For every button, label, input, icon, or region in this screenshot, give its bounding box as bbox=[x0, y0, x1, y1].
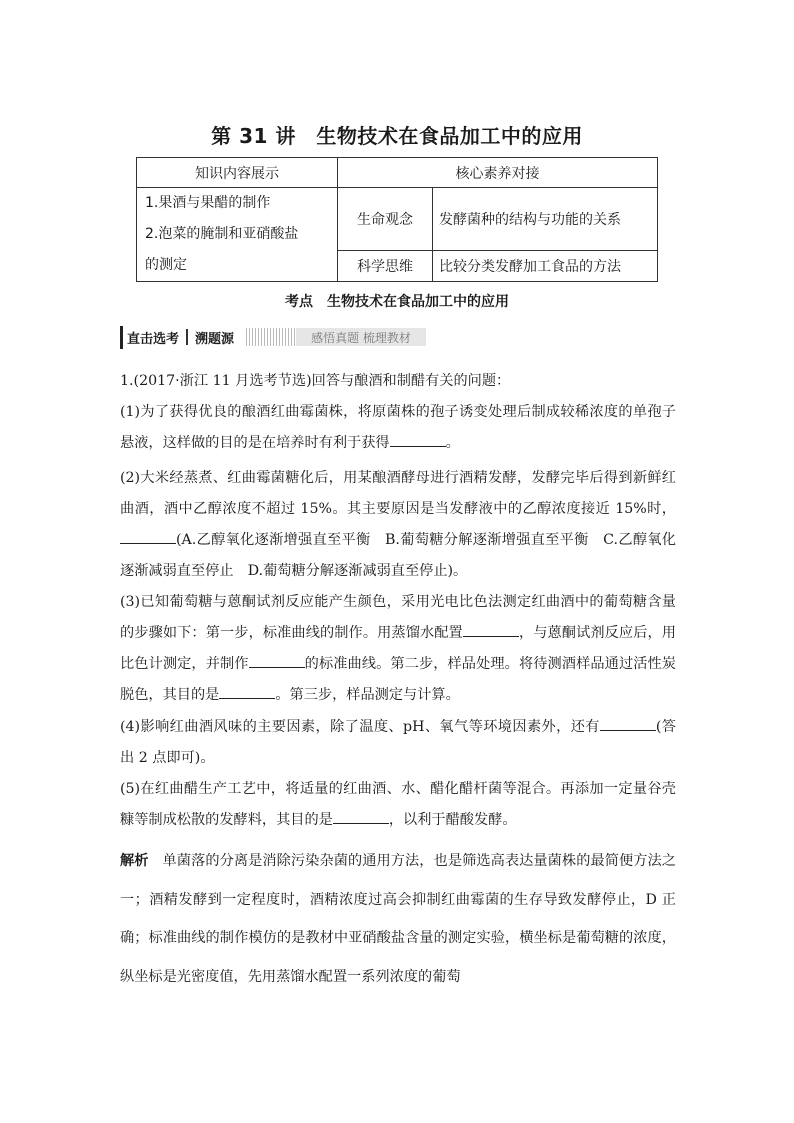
banner-divider bbox=[186, 329, 188, 345]
question-part-1: (1)为了获得优良的酿酒红曲霉菌株，将原菌株的孢子诱变处理后制成较稀浓度的单孢子悬液，这样做的目的是在培养时有利于获得 。 bbox=[120, 404, 676, 451]
literacy-category: 生命观念 bbox=[338, 188, 433, 251]
table-header-row bbox=[137, 158, 658, 188]
analysis-label: 解析 bbox=[120, 853, 149, 869]
question-intro: 1.(2017·浙江 11 月选考节选)回答与酿酒和制醋有关的问题： bbox=[120, 373, 511, 389]
table-header-literacy: 核心素养对接 bbox=[338, 158, 658, 188]
literacy-content: 比较分类发酵加工食品的方法 bbox=[433, 251, 658, 282]
section-banner bbox=[120, 326, 426, 348]
knowledge-item: 的测定 bbox=[145, 257, 187, 273]
section-subtitle: 考点 生物技术在食品加工中的应用 bbox=[285, 294, 509, 310]
knowledge-item: 1.果酒与果醋的制作 bbox=[145, 195, 271, 211]
answer-blank bbox=[463, 622, 519, 637]
question-part-3: (3)已知葡萄糖与蒽酮试剂反应能产生颜色，采用光电比色法测定红曲酒中的葡萄糖含量的步骤如下：第一步，标准曲线的制作。用蒸馏水配置 ，与蒽酮试剂反应后，用比色计测定，并制作 的标准曲线。第二步，样品处理。将待测酒样品通过活性炭脱色，其目的是 。第三步，样品测定与计算。 bbox=[120, 594, 676, 703]
analysis-paragraph bbox=[120, 842, 676, 997]
banner-label-primary: 直击选考 bbox=[120, 326, 183, 349]
knowledge-item: 2.泡菜的腌制和亚硝酸盐 bbox=[145, 226, 299, 242]
literacy-content: 发酵菌种的结构与功能的关系 bbox=[433, 188, 658, 251]
answer-blank bbox=[120, 529, 176, 544]
question-part-2: (2)大米经蒸煮、红曲霉菌糖化后，用某酿酒酵母进行酒精发酵，发酵完毕后得到新鲜红曲酒，酒中乙醇浓度不超过 15%。其主要原因是当发酵液中的乙醇浓度接近 15%时，(A.乙醇氧化逐渐增强直至平衡 B.葡萄糖分解逐渐增强直至平衡 C.乙醇氧化逐渐减弱直至停止 D.葡萄糖分解逐渐减弱直至停止)。 bbox=[120, 470, 676, 579]
answer-blank bbox=[219, 684, 275, 699]
analysis-text: 单菌落的分离是消除污染杂菌的通用方法，也是筛选高表达量菌株的最简便方法之一；酒精发酵到一定程度时，酒精浓度过高会抑制红曲霉菌的生存导致发酵停止，D 正确；标准曲线的制作模仿的是教材中亚硝酸盐含量的测定实验，横坐标是葡萄糖的浓度，纵坐标是光密度值，先用蒸馏水配置一系列浓度的葡萄 bbox=[120, 853, 676, 986]
banner-dots-decoration bbox=[246, 328, 296, 346]
banner-label-secondary: 溯题源 bbox=[195, 331, 235, 347]
table-row bbox=[137, 188, 658, 251]
answer-blank bbox=[390, 432, 446, 447]
table-header-knowledge: 知识内容展示 bbox=[137, 158, 338, 188]
answer-blank bbox=[600, 716, 656, 731]
question-part-4: (4)影响红曲酒风味的主要因素，除了温度、pH、氧气等环境因素外，还有 (答出 2 点即可)。 bbox=[120, 712, 676, 774]
knowledge-table bbox=[136, 157, 658, 282]
answer-blank bbox=[249, 653, 305, 668]
answer-blank bbox=[333, 809, 389, 824]
page-title: 第 31 讲 生物技术在食品加工中的应用 bbox=[211, 124, 583, 148]
literacy-category: 科学思维 bbox=[338, 251, 433, 282]
question-part-5: (5)在红曲醋生产工艺中，将适量的红曲酒、水、醋化醋杆菌等混合。再添加一定量谷壳糠等制成松散的发酵料，其目的是 ，以利于醋酸发酵。 bbox=[120, 781, 676, 828]
banner-tagline: 感悟真题 梳理教材 bbox=[296, 328, 426, 346]
knowledge-content-cell bbox=[137, 188, 338, 282]
